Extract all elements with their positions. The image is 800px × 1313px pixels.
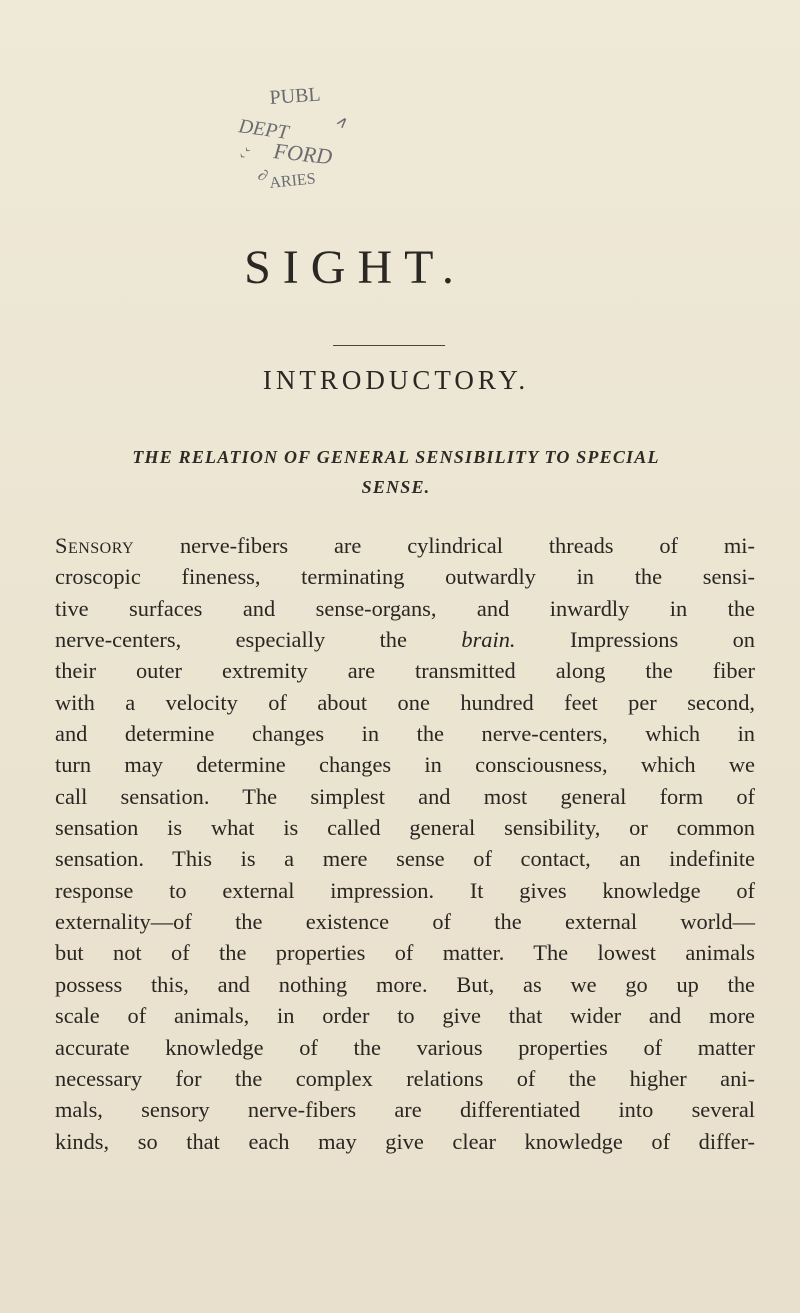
text-line: mals, sensory nerve-fibers are differentiated into several xyxy=(55,1097,755,1123)
text-line xyxy=(55,624,755,655)
text-fragment: nerve-centers, especially the xyxy=(55,627,462,653)
text-fragment: Impressions on xyxy=(515,627,755,653)
svg-text:PUBL: PUBL xyxy=(268,83,322,109)
text-line: scale of animals, in order to give that wider and more xyxy=(55,1003,755,1029)
text-line: tive surfaces and sense-organs, and inwardly in the xyxy=(55,595,755,621)
body-paragraph xyxy=(55,530,755,1157)
svg-text:‹ ‹: ‹ ‹ xyxy=(234,143,255,163)
svg-text:FORD: FORD xyxy=(272,138,334,170)
text-line: with a velocity of about one hundred feet per second, xyxy=(55,689,755,715)
section-heading xyxy=(40,442,752,502)
italic-word: brain. xyxy=(461,627,516,653)
text-line: kinds, so that each may give clear knowledge of differ- xyxy=(55,1128,755,1154)
text-line: externality—of the existence of the external world— xyxy=(55,909,755,935)
text-line: call sensation. The simplest and most general form of xyxy=(55,783,755,809)
text-line: sensation is what is called general sensibility, or common xyxy=(55,815,755,841)
text-line: response to external impression. It gives knowledge of xyxy=(55,877,755,903)
text-line: but not of the properties of matter. The lowest animals xyxy=(55,940,755,966)
page-title: SIGHT. xyxy=(244,241,466,294)
svg-text:ARIES: ARIES xyxy=(268,170,317,192)
text-line xyxy=(55,530,755,561)
library-stamp-graphic xyxy=(215,70,365,210)
text-fragment: nerve-fibers are cylindrical threads of mi- xyxy=(134,533,755,558)
chapter-subtitle: INTRODUCTORY. xyxy=(262,365,530,395)
title-divider xyxy=(333,345,445,346)
text-line: and determine changes in the nerve-centers, which in xyxy=(55,721,755,747)
text-line: sensation. This is a mere sense of contact, an indefinite xyxy=(55,846,755,872)
svg-text:DEPT: DEPT xyxy=(237,115,290,144)
section-heading-line-1: THE RELATION OF GENERAL SENSIBILITY TO SPECIAL xyxy=(132,447,660,467)
text-line: turn may determine changes in consciousness, which we xyxy=(55,752,755,778)
text-line: their outer extremity are transmitted along the fiber xyxy=(55,658,755,684)
text-line: necessary for the complex relations of the higher ani- xyxy=(55,1065,755,1091)
section-heading-line-2: SENSE. xyxy=(361,477,431,497)
library-stamp xyxy=(215,70,365,210)
lead-word: Sensory xyxy=(55,533,135,558)
text-line: croscopic fineness, terminating outwardly in the sensi- xyxy=(55,564,755,590)
svg-text:∂: ∂ xyxy=(255,166,271,186)
text-line: accurate knowledge of the various properties of matter xyxy=(55,1034,755,1060)
text-line: possess this, and nothing more. But, as we go up the xyxy=(55,971,755,997)
svg-text:∧: ∧ xyxy=(332,112,353,133)
